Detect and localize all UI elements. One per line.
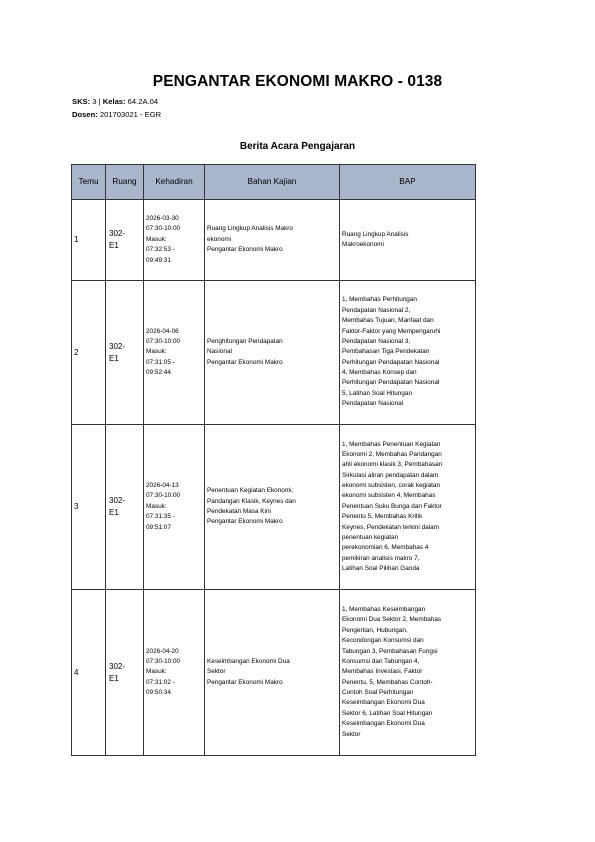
meta-separator: | <box>98 97 101 106</box>
cell-bahan-kajian: Ruang Lingkup Analisis Makro ekonomi Pengantar Ekonomi Makro <box>205 200 340 281</box>
cell-bahan-kajian: Keseimbangan Ekonomi Dua Sektor Pengantar Ekonomi Makro <box>205 590 340 756</box>
kelas-label: Kelas: <box>102 97 126 106</box>
course-meta <box>72 97 158 106</box>
cell-temu: 2 <box>72 281 106 425</box>
cell-ruang: 302- E1 <box>106 590 144 756</box>
table-row <box>72 200 476 281</box>
column-header-kehadiran: Kehadiran <box>144 165 205 200</box>
cell-ruang: 302- E1 <box>106 281 144 425</box>
column-header-bahan-kajian: Bahan Kajian <box>205 165 340 200</box>
cell-temu: 1 <box>72 200 106 281</box>
cell-ruang: 302- E1 <box>106 200 144 281</box>
cell-bap: 1, Membahas Keseimbangan Ekonomi Dua Sektor 2, Membahas Pengertian, Hubungan, Kecondongan Konsumsi dan Tabungan 3, Pembahasan Fungsi Konsumsi dan Tabungan 4, Membahas Investasi, Faktor Penentu, 5, Membahas Contoh- Contoh Soal Perhitungan Keseimbangan Ekonomi Dua Sektor 6, Latihan Soal Hitungan Keseimbangan Ekonomi Dua Sektor <box>340 590 476 756</box>
cell-bahan-kajian: Penghitungan Pendapatan Nasional Pengantar Ekonomi Makro <box>205 281 340 425</box>
column-header-bap: BAP <box>340 165 476 200</box>
kelas-value: 64.2A.04 <box>127 97 159 106</box>
cell-bap: 1, Membahas Perhitungan Pendapatan Nasional 2, Membahas Tujuan, Manfaat dan Faktor-Faktor yang Mempengaruhi Pendapatan Nasional 3, Pembahasan Tiga Pendekatan Perhitungan Pendapatan Nasional 4, Membahas Konsep dan Perhitungan Pendapatan Nasional 5, Latihan Soal Hitungan Pendapatan Nasional <box>340 281 476 425</box>
bap-table <box>71 164 476 756</box>
cell-kehadiran: 2026-03-30 07:30-10:00 Masuk: 07:32:53 - 09:49:31 <box>144 200 205 281</box>
sks-value: 3 <box>92 97 97 106</box>
dosen-value: 201703021 - EGR <box>99 110 162 119</box>
document-title: PENGANTAR EKONOMI MAKRO - 0138 <box>152 73 443 90</box>
cell-kehadiran: 2026-04-13 07:30-10:00 Masuk: 07:31:35 - 09:51:07 <box>144 425 205 590</box>
table-row <box>72 281 476 425</box>
dosen-label: Dosen: <box>72 110 98 119</box>
table-row <box>72 590 476 756</box>
column-header-temu: Temu <box>72 165 106 200</box>
cell-temu: 3 <box>72 425 106 590</box>
cell-bap: Ruang Lingkup Analisis Makroekonomi <box>340 200 476 281</box>
section-title: Berita Acara Pengajaran <box>239 141 356 152</box>
cell-bap: 1, Membahas Penentuan Kegiatan Ekonomi 2, Membahas Pandangan ahli ekonomi klasik 3, Pembahasan Sirkulasi aliran pendapatan dalam ekonomi subsisten, corak kegiatan ekonomi subsisten 4, Membahas Penentuan Suku Bunga dan Faktor Penentu 5, Membahas Kritik Keynes, Pendekatan terkini dalam penentuan kegiatan perekonomian 6, Membahas 4 pemikiran analisis makro 7, Latihan Soal Pilihan Ganda <box>340 425 476 590</box>
cell-ruang: 302- E1 <box>106 425 144 590</box>
lecturer-meta <box>72 110 161 119</box>
cell-kehadiran: 2026-04-06 07:30-10:00 Masuk: 07:31:05 - 09:52:44 <box>144 281 205 425</box>
table-header-row <box>72 165 476 200</box>
column-header-ruang: Ruang <box>106 165 144 200</box>
sks-label: SKS: <box>72 97 91 106</box>
cell-temu: 4 <box>72 590 106 756</box>
table-row <box>72 425 476 590</box>
cell-kehadiran: 2026-04-20 07:30-10:00 Masuk: 07:31:02 - 09:50:34 <box>144 590 205 756</box>
cell-bahan-kajian: Penentuan Kegiatan Ekonomi; Pandangan Klasik, Keynes dan Pendekatan Masa Kini Pengantar Ekonomi Makro <box>205 425 340 590</box>
